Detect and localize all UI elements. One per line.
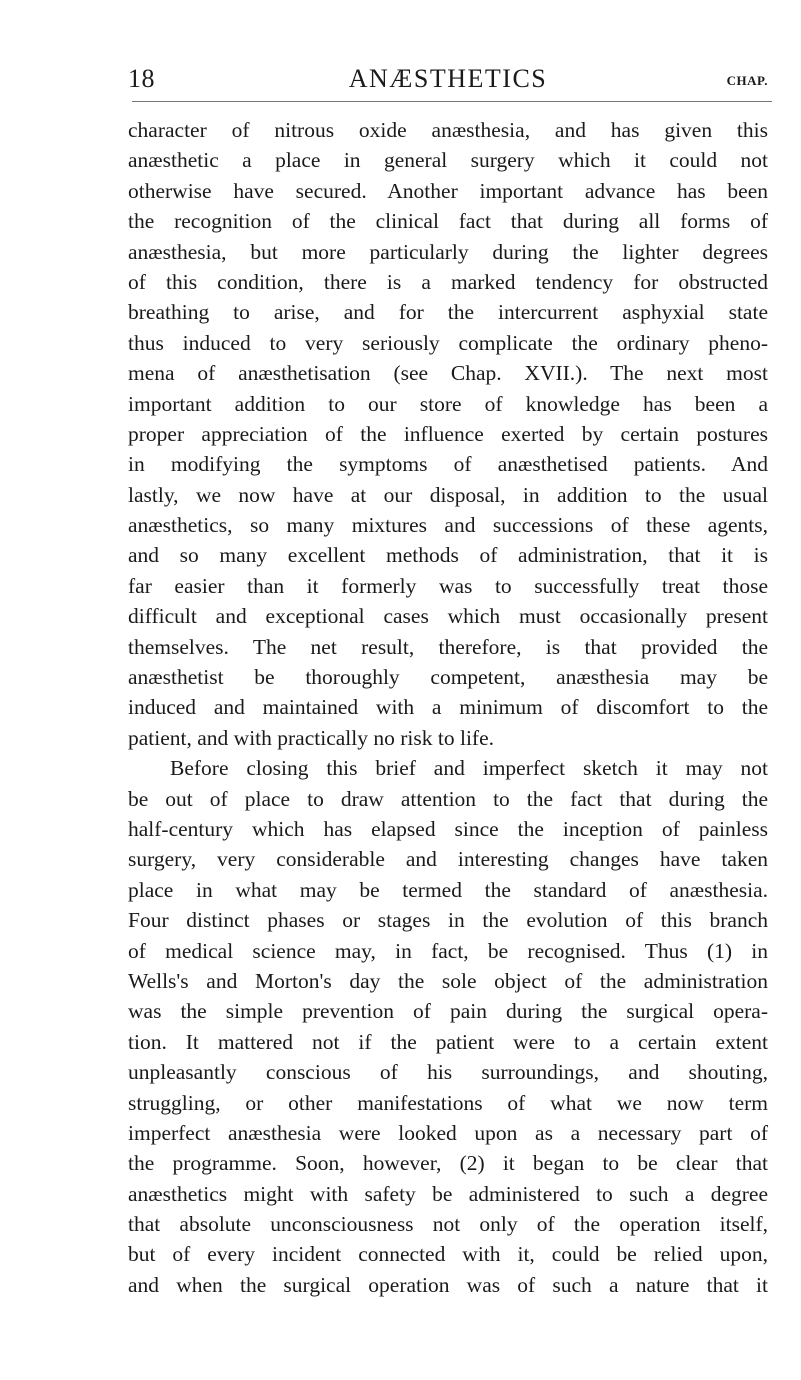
text-line: anæsthetics, so many mixtures and successions of these agents,: [128, 513, 768, 538]
text-line: mena of anæsthetisation (see Chap. XVII.). The next most: [128, 361, 768, 386]
text-line: thus induced to very seriously complicate the ordinary pheno-: [128, 330, 768, 355]
text-line: be out of place to draw attention to the fact that during the: [128, 786, 768, 811]
text-line: themselves. The net result, therefore, is that provided the: [128, 634, 768, 659]
text-line: tion. It mattered not if the patient were to a certain extent: [128, 1029, 768, 1054]
text-line: important addition to our store of knowledge has been a: [128, 391, 768, 416]
text-line: half-century which has elapsed since the inception of painless: [128, 816, 768, 841]
text-line: anæsthetic a place in general surgery which it could not: [128, 148, 768, 173]
text-line: struggling, or other manifestations of what we now term: [128, 1090, 768, 1115]
text-line-paragraph-end: patient, and with practically no risk to life.: [128, 725, 494, 750]
text-line: and so many excellent methods of administration, that it is: [128, 543, 768, 568]
text-line: anæsthesia, but more particularly during the lighter degrees: [128, 239, 768, 264]
text-line: but of every incident connected with it, could be relied upon,: [128, 1242, 768, 1267]
text-line: in modifying the symptoms of anæsthetised patients. And: [128, 452, 768, 477]
text-line: lastly, we now have at our disposal, in addition to the usual: [128, 482, 768, 507]
text-line: and when the surgical operation was of such a nature that it: [128, 1272, 768, 1297]
text-line: proper appreciation of the influence exerted by certain postures: [128, 421, 768, 446]
text-line: was the simple prevention of pain during the surgical opera-: [128, 999, 768, 1024]
header-rule: [132, 101, 772, 102]
text-line: the recognition of the clinical fact that during all forms of: [128, 209, 768, 234]
text-line: anæsthetics might with safety be administered to such a degree: [128, 1181, 768, 1206]
running-title: ANÆSTHETICS: [348, 64, 548, 93]
text-line: character of nitrous oxide anæsthesia, and has given this: [128, 118, 768, 142]
chapter-mark: CHAP.: [726, 73, 768, 88]
text-line: Wells's and Morton's day the sole object of the administration: [128, 968, 768, 993]
text-line: far easier than it formerly was to successfully treat those: [128, 573, 768, 598]
text-line: of this condition, there is a marked tendency for obstructed: [128, 269, 768, 294]
text-line: otherwise have secured. Another important advance has been: [128, 178, 768, 203]
text-line: unpleasantly conscious of his surroundings, and shouting,: [128, 1060, 768, 1085]
text-line: imperfect anæsthesia were looked upon as a necessary part of: [128, 1120, 768, 1145]
text-line: place in what may be termed the standard of anæsthesia.: [128, 877, 768, 902]
text-line: the programme. Soon, however, (2) it began to be clear that: [128, 1151, 768, 1176]
text-line: of medical science may, in fact, be recognised. Thus (1) in: [128, 938, 768, 963]
page-number: 18: [128, 64, 155, 93]
text-line: that absolute unconsciousness not only of the operation itself,: [128, 1212, 768, 1237]
text-line: Four distinct phases or stages in the evolution of this branch: [128, 908, 768, 933]
text-line: induced and maintained with a minimum of discomfort to the: [128, 695, 768, 720]
running-head: [128, 64, 768, 100]
text-line-paragraph-start: Before closing this brief and imperfect sketch it may not: [170, 756, 768, 781]
text-line: difficult and exceptional cases which must occasionally present: [128, 604, 768, 629]
body-text: [128, 115, 768, 1300]
text-line: surgery, very considerable and interesting changes have taken: [128, 847, 768, 872]
text-line: anæsthetist be thoroughly competent, anæsthesia may be: [128, 665, 768, 690]
text-line: breathing to arise, and for the intercurrent asphyxial state: [128, 300, 768, 325]
